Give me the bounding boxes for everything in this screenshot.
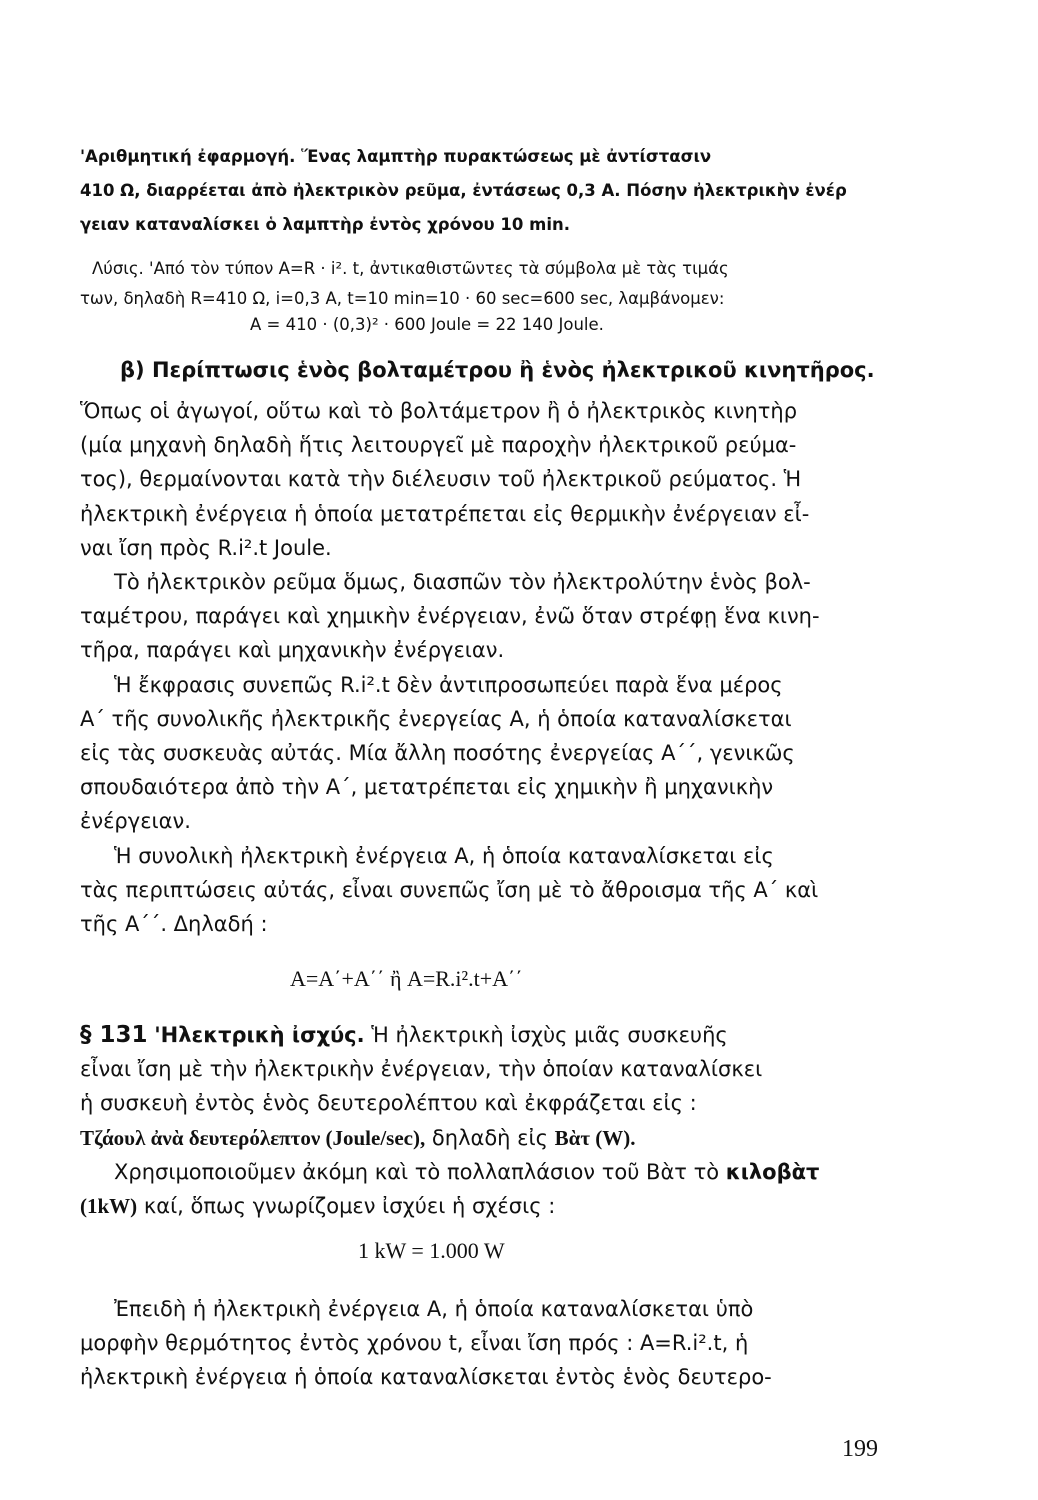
paragraph-line: ναι ἴση πρὸς R.i².t Joule. [80, 535, 332, 560]
section-number: § 131 [80, 1022, 148, 1048]
paragraph-line: ἐνέργειαν. [80, 809, 191, 834]
paragraph-line: σπουδαιότερα ἀπὸ τὴν Α΄, μετατρέπεται εἰς χημικὴν ἢ μηχανικὴν [80, 775, 774, 800]
paragraph-line: μορφὴν θερμότητος ἐντὸς χρόνου t, εἶναι ἴση πρός : A=R.i².t, ἡ [80, 1331, 749, 1356]
section-b-body [80, 394, 910, 941]
unit-mid-text: δηλαδὴ εἰς [431, 1125, 548, 1150]
paragraph-line: εἰς τὰς συσκευὰς αὐτάς. Μία ἄλλη ποσότης ἐνεργείας Α΄΄, γενικῶς [80, 741, 795, 766]
paragraph-line: τῆρα, παράγει καὶ μηχανικὴν ἐνέργειαν. [80, 638, 505, 663]
solution-line: Λύσις. 'Από τὸν τύπον A=R · i². t, ἀντικαθιστῶντες τὰ σύμβολα μὲ τὰς τιμάς [92, 259, 729, 278]
page-number: 199 [842, 1436, 878, 1462]
section-131-first-line [80, 1018, 910, 1052]
solution-line: των, δηλαδὴ R=410 Ω, i=0,3 A, t=10 min=10 · 60 sec=600 sec, λαμβάνομεν: [80, 289, 725, 308]
multiple-text: Χρησιμοποιοῦμεν ἀκόμη καὶ τὸ πολλαπλάσιον τοῦ Βὰτ τὸ [114, 1159, 720, 1184]
kw-text: καί, ὅπως γνωρίζομεν ἰσχύει ἡ σχέσις : [143, 1194, 556, 1219]
kw-abbrev: (1kW) [80, 1194, 138, 1219]
example-paragraph [80, 140, 910, 242]
paragraph-line: ταμέτρου, παράγει καὶ χημικὴν ἐνέργειαν, ἐνῶ ὅταν στρέφῃ ἕνα κινη- [80, 604, 820, 629]
unit-bold-text: Τζάουλ ἀνὰ δευτερόλεπτον (Joule/sec), [80, 1125, 426, 1150]
paragraph-line: εἶναι ἴση μὲ τὴν ἠλεκτρικὴν ἐνέργειαν, τὴν ὁποίαν καταναλίσκει [80, 1057, 763, 1082]
unit-line [80, 1121, 910, 1155]
solution-paragraph [80, 254, 910, 314]
example-line: 'Αριθμητική ἐφαρμογή. Ἕνας λαμπτὴρ πυρακτώσεως μὲ ἀντίστασιν [80, 147, 712, 166]
paragraph-line: ἡ συσκευὴ ἐντὸς ἑνὸς δευτερολέπτου καὶ ἐκφράζεται εἰς : [80, 1091, 697, 1116]
kw-line [80, 1189, 910, 1223]
final-paragraph [80, 1292, 910, 1395]
section-text: Ἡ ἠλεκτρικὴ ἰσχὺς μιᾶς συσκευῆς [371, 1023, 728, 1047]
solution-formula: A = 410 · (0,3)² · 600 Joule = 22 140 Joule. [250, 315, 604, 334]
paragraph-line: τος), θερμαίνονται κατὰ τὴν διέλευσιν τοῦ ἠλεκτρικοῦ ρεύματος. Ἡ [80, 467, 802, 492]
paragraph-line: Ἐπειδὴ ἡ ἠλεκτρικὴ ἐνέργεια Α, ἡ ὁποία καταναλίσκεται ὑπὸ [114, 1297, 754, 1321]
section-131 [80, 1018, 910, 1223]
paragraph-line: Τὸ ἠλεκτρικὸν ρεῦμα ὅμως, διασπῶν τὸν ἠλεκτρολύτην ἑνὸς βολ- [114, 570, 811, 595]
paragraph-line: Α΄ τῆς συνολικῆς ἠλεκτρικῆς ἐνεργείας Α, ἡ ὁποία καταναλίσκεται [80, 706, 792, 731]
energy-equation: A=A΄+A΄΄ ἢ A=R.i².t+A΄΄ [290, 966, 523, 991]
paragraph-line: ἠλεκτρικὴ ἐνέργεια ἡ ὁποία καταναλίσκεται ἐντὸς ἑνὸς δευτερο- [80, 1365, 772, 1390]
paragraph-line: ἠλεκτρικὴ ἐνέργεια ἡ ὁποία μετατρέπεται εἰς θερμικὴν ἐνέργειαν εἶ- [80, 501, 810, 526]
section-title: 'Ηλεκτρικὴ ἰσχύς. [154, 1023, 365, 1047]
example-line: 410 Ω, διαρρέεται ἀπὸ ἠλεκτρικὸν ρεῦμα, ἐντάσεως 0,3 Α. Πόσην ἠλεκτρικὴν ἐνέρ [80, 181, 847, 200]
section-b-heading: β) Περίπτωσις ἑνὸς βολταμέτρου ἢ ἑνὸς ἠλεκτρικοῦ κινητῆρος. [120, 358, 875, 382]
paragraph-line: (μία μηχανὴ δηλαδὴ ἥτις λειτουργεῖ μὲ παροχὴν ἠλεκτρικοῦ ρεύμα- [80, 433, 797, 458]
watt-unit: Βὰτ (W). [554, 1125, 636, 1150]
kw-equation: 1 kW = 1.000 W [358, 1238, 505, 1263]
paragraph-line: τῆς Α΄΄. Δηλαδή : [80, 912, 268, 937]
multiple-line [80, 1155, 910, 1189]
paragraph-line: Ἡ ἔκφρασις συνεπῶς R.i².t δὲν ἀντιπροσωπεύει παρὰ ἕνα μέρος [114, 672, 783, 697]
example-line: γειαν καταναλίσκει ὁ λαμπτὴρ ἐντὸς χρόνου 10 min. [80, 215, 570, 234]
paragraph-line: Ὅπως οἱ ἀγωγοί, οὕτω καὶ τὸ βολτάμετρον ἢ ὁ ἠλεκτρικὸς κινητὴρ [80, 399, 798, 423]
kilowatt-word: κιλοβὰτ [725, 1159, 820, 1184]
paragraph-line: τὰς περιπτώσεις αὐτάς, εἶναι συνεπῶς ἴση μὲ τὸ ἄθροισμα τῆς Α΄ καὶ [80, 877, 819, 902]
paragraph-line: Ἡ συνολικὴ ἠλεκτρικὴ ἐνέργεια Α, ἡ ὁποία καταναλίσκεται εἰς [114, 843, 774, 868]
